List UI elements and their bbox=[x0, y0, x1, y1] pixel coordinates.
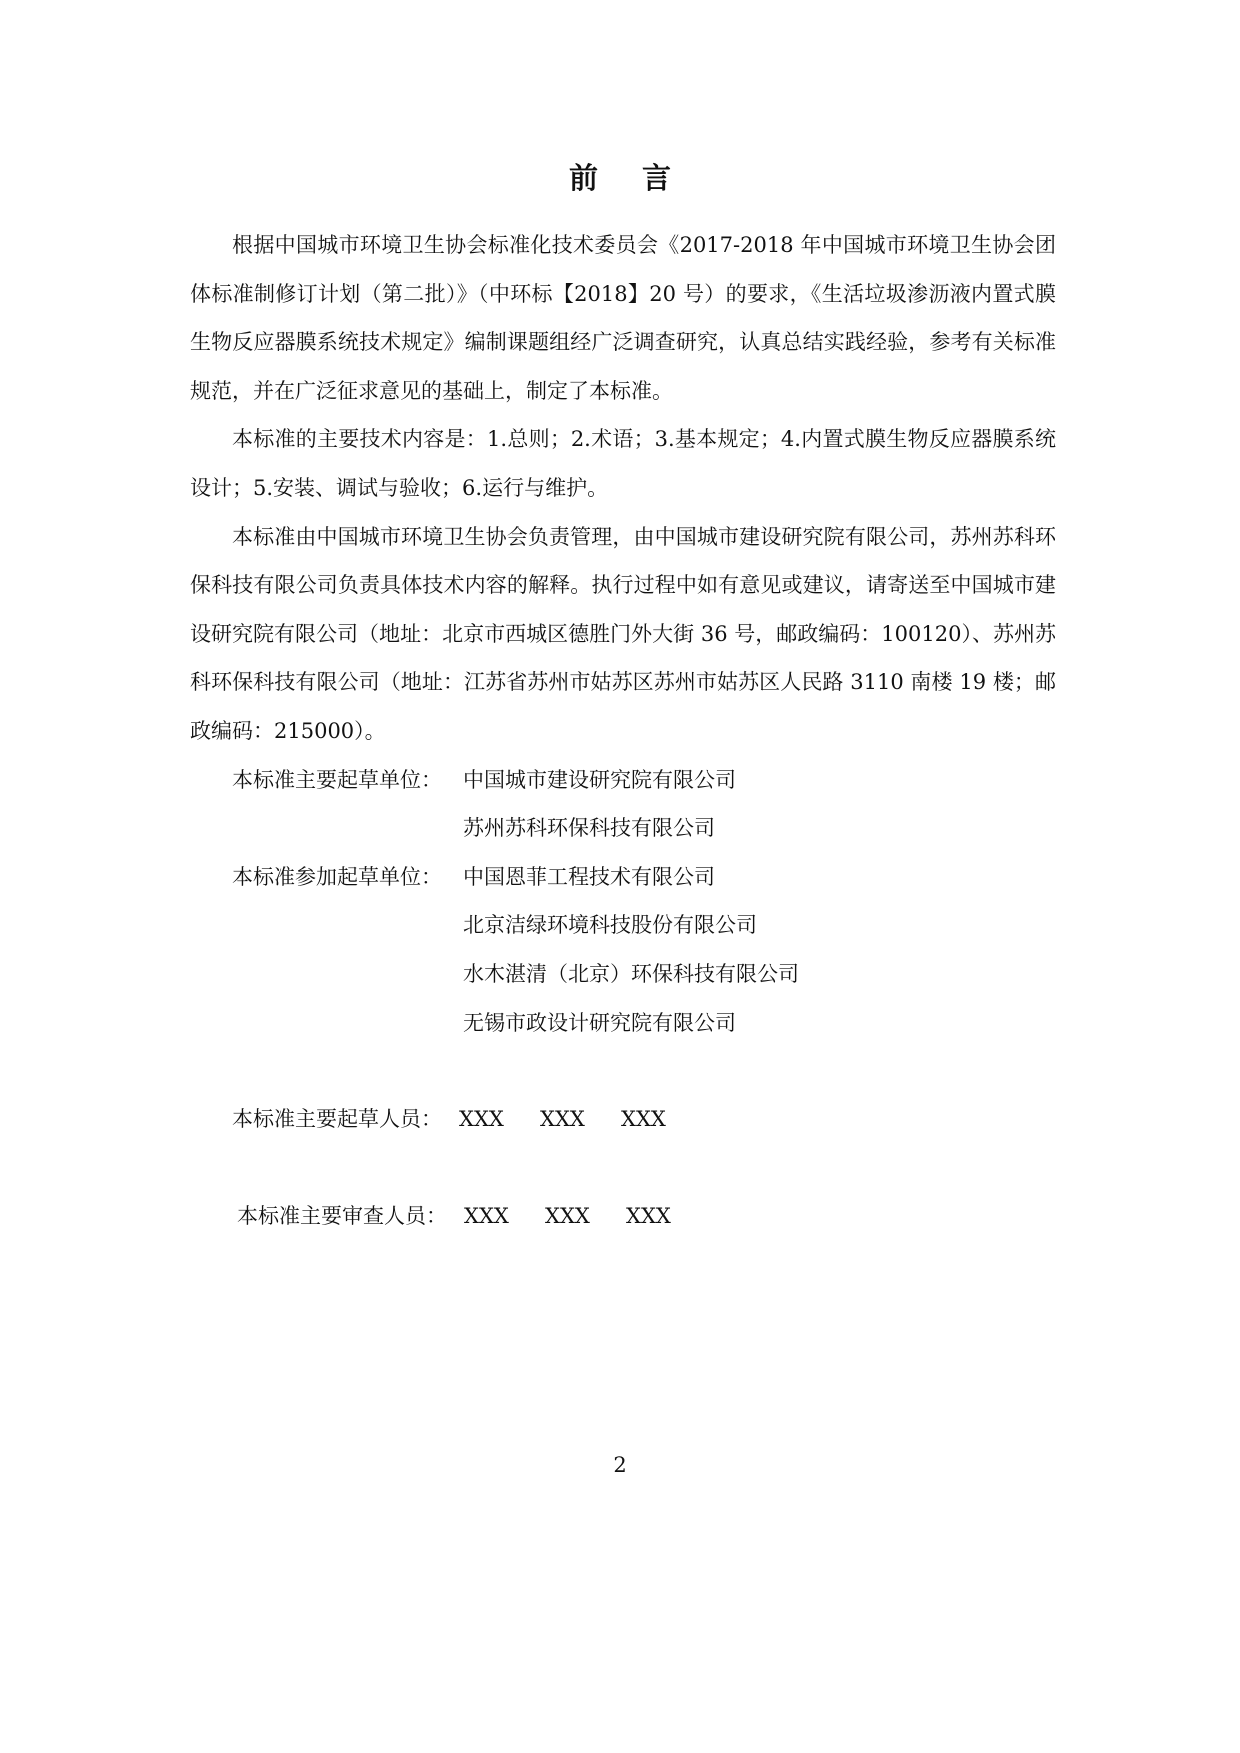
drafter-name: XXX bbox=[621, 1107, 666, 1132]
reviewer-name: XXX bbox=[626, 1203, 671, 1228]
participating-unit: 水木湛清（北京）环保科技有限公司 bbox=[463, 961, 799, 986]
document-body bbox=[190, 221, 1056, 1240]
drafter-name: XXX bbox=[540, 1107, 585, 1132]
participating-unit-row bbox=[190, 901, 1056, 950]
main-drafters-label: 本标准主要起草人员： bbox=[232, 1107, 442, 1132]
main-drafting-units-label: 本标准主要起草单位： bbox=[232, 767, 442, 792]
participating-unit-row bbox=[190, 999, 1056, 1048]
drafter-name: XXX bbox=[459, 1107, 504, 1132]
participating-unit-row bbox=[190, 853, 1056, 902]
participating-unit: 无锡市政设计研究院有限公司 bbox=[463, 1010, 736, 1035]
participating-unit-row bbox=[190, 950, 1056, 999]
section-spacer bbox=[190, 1047, 1056, 1095]
main-drafting-unit: 苏州苏科环保科技有限公司 bbox=[463, 816, 715, 841]
main-drafting-unit: 中国城市建设研究院有限公司 bbox=[463, 767, 736, 792]
participating-unit: 中国恩菲工程技术有限公司 bbox=[463, 864, 715, 889]
page-number: 2 bbox=[613, 1453, 627, 1477]
paragraph-contents: 本标准的主要技术内容是：1.总则；2.术语；3.基本规定；4.内置式膜生物反应器膜系统设计；5.安装、调试与验收；6.运行与维护。 bbox=[190, 427, 1056, 500]
main-drafting-unit-row bbox=[190, 804, 1056, 853]
section-spacer bbox=[190, 1144, 1056, 1192]
main-drafting-unit-row bbox=[190, 756, 1056, 805]
paragraph-management: 本标准由中国城市环境卫生协会负责管理，由中国城市建设研究院有限公司，苏州苏科环保科技有限公司负责具体技术内容的解释。执行过程中如有意见或建议，请寄送至中国城市建设研究院有限公司（地址：北京市西城区德胜门外大街 36 号，邮政编码：100120）、苏州苏科环保科技有限公司（地址：江苏省苏州市姑苏区苏州市姑苏区人民路 3110 南楼 19 楼；邮政编码：215000）。 bbox=[190, 524, 1056, 743]
reviewer-name: XXX bbox=[464, 1203, 509, 1228]
page-title: 前言 bbox=[568, 161, 715, 195]
main-reviewers-row bbox=[190, 1192, 1056, 1241]
participating-unit: 北京洁绿环境科技股份有限公司 bbox=[463, 913, 757, 938]
participating-units-label: 本标准参加起草单位： bbox=[232, 864, 442, 889]
main-reviewers-label: 本标准主要审查人员： bbox=[237, 1203, 447, 1228]
main-drafters-row bbox=[190, 1095, 1056, 1144]
reviewer-name: XXX bbox=[545, 1203, 590, 1228]
paragraph-background: 根据中国城市环境卫生协会标准化技术委员会《2017-2018 年中国城市环境卫生协会团体标准制修订计划（第二批）》（中环标【2018】20 号）的要求，《生活垃圾渗沥液内置式膜生物反应器膜系统技术规定》编制课题组经广泛调查研究，认真总结实践经验，参考有关标准规范，并在广泛征求意见的基础上，制定了本标准。 bbox=[190, 233, 1056, 403]
